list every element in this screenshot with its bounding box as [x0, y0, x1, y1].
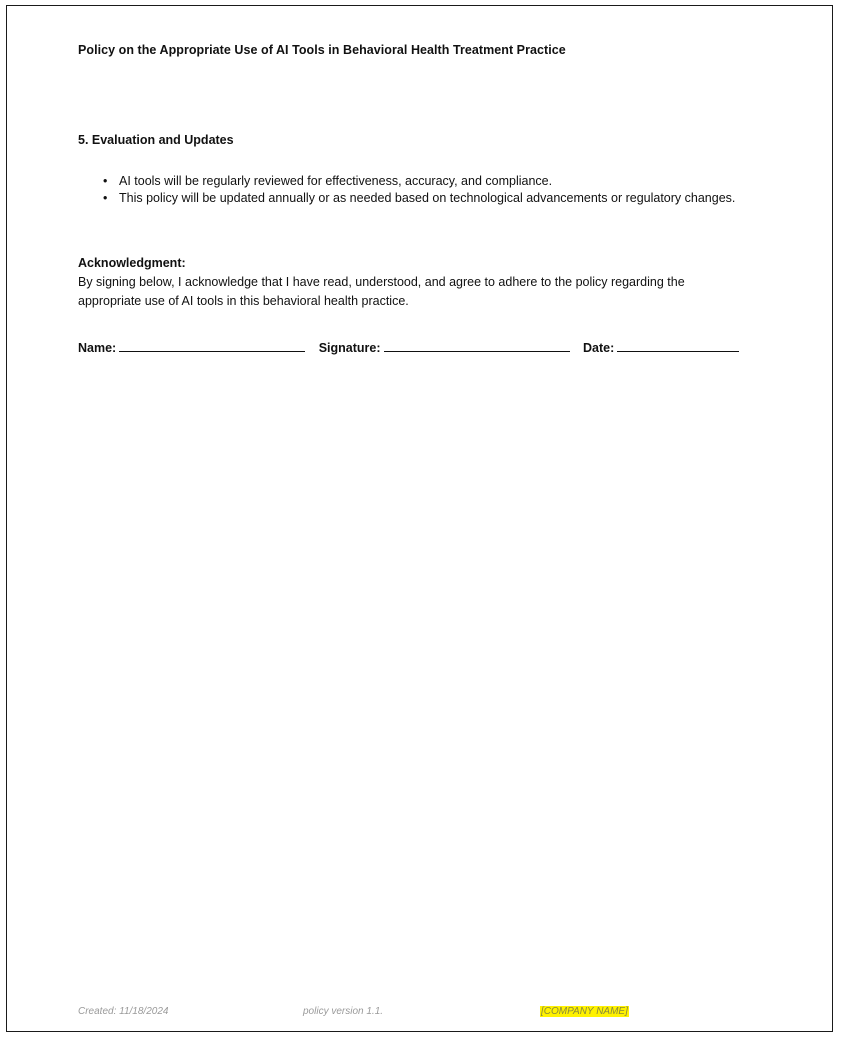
document-title: Policy on the Appropriate Use of AI Tools in Behavioral Health Treatment Practice	[78, 43, 566, 57]
name-blank[interactable]	[119, 339, 305, 352]
footer-created: Created: 11/18/2024	[78, 1006, 169, 1017]
footer-company: [COMPANY NAME]	[541, 1006, 628, 1017]
acknowledgment-text: By signing below, I acknowledge that I have read, understood, and agree to adhere to the policy regarding the appropriate use of AI tools in this behavioral health practice.	[78, 275, 685, 308]
signature-line	[78, 339, 778, 355]
footer-version: policy version 1.1.	[303, 1006, 384, 1017]
list-item	[101, 190, 751, 207]
acknowledgment-heading: Acknowledgment:	[78, 256, 186, 270]
bullet-text: This policy will be updated annually or as needed based on technological advancements or regulatory changes.	[119, 191, 736, 205]
date-label: Date:	[583, 341, 615, 355]
list-item	[101, 173, 751, 190]
bullet-icon: •	[103, 174, 108, 188]
signature-blank[interactable]	[384, 339, 570, 352]
section-heading: 5. Evaluation and Updates	[78, 133, 234, 147]
date-blank[interactable]	[617, 339, 739, 352]
bullet-text: AI tools will be regularly reviewed for effectiveness, accuracy, and compliance.	[119, 174, 553, 188]
document-page	[6, 5, 833, 1032]
date-field[interactable]	[583, 339, 739, 355]
signature-field[interactable]	[319, 339, 570, 355]
signature-label: Signature:	[318, 341, 381, 355]
bullet-icon: •	[103, 191, 108, 205]
name-label: Name:	[78, 341, 117, 355]
bullet-list	[101, 173, 751, 207]
name-field[interactable]	[78, 339, 305, 355]
